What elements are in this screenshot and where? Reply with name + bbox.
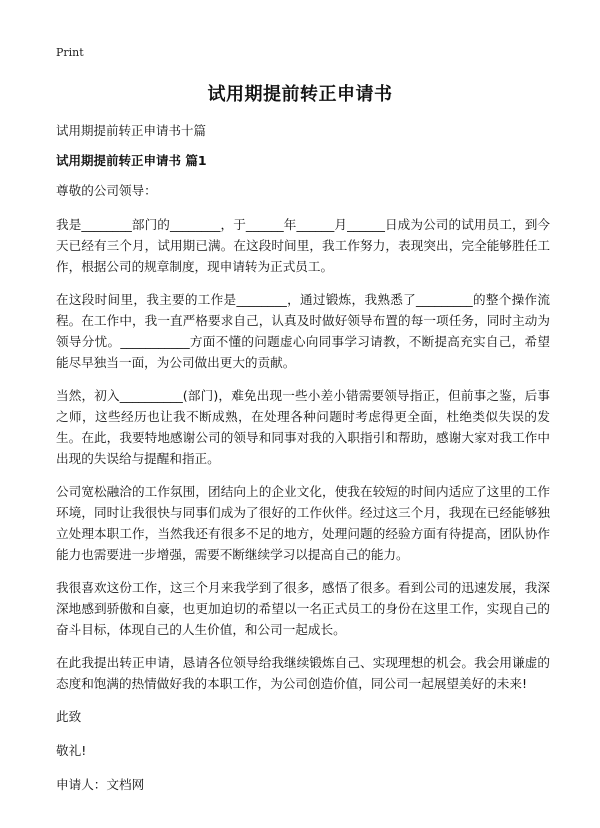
paragraph-1: 我是________部门的________，于______年______月______日成为公司的试用员工，到今天已经有三个月，试用期已满。在这段时间里，我工作努力，表现突出，完全能够胜任工作，根据公司的规章制度，现申请转为正式员工。 bbox=[56, 217, 550, 274]
salutation: 尊敬的公司领导： bbox=[56, 183, 157, 198]
paragraph-3: 当然，初入__________(部门)，难免出现一些小差小错需要领导指正，但前事之鉴，后事之师，这些经历也让我不断成熟，在处理各种问题时考虑得更全面，杜绝类似失误的发生。在此，我要特地感谢公司的领导和同事对我的入职指引和帮助，感谢大家对我工作中出现的失误给与提醒和指正。 bbox=[56, 388, 550, 466]
paragraph-5: 我很喜欢这份工作，这三个月来我学到了很多，感悟了很多。看到公司的迅速发展，我深深地感到骄傲和自豪，也更加迫切的希望以一名正式员工的身份在这里工作，实现自己的奋斗目标，体现自己的人生价值，和公司一起成长。 bbox=[56, 580, 550, 637]
document-title: 试用期提前转正申请书 bbox=[207, 84, 393, 105]
paragraph-2: 在这段时间里，我主要的工作是________，通过锻炼，我熟悉了_________的整个操作流程。在工作中，我一直严格要求自己，认真及时做好领导布置的每一项任务，同时主动为领导分忧。___________方面不懂的问题虚心向同事学习请教，不断提高充实自己，希望能尽早独当一面，为公司做出更大的贡献。 bbox=[56, 292, 550, 370]
letter-body bbox=[56, 180, 550, 808]
section-heading: 试用期提前转正申请书 篇1 bbox=[56, 153, 207, 168]
print-link[interactable]: Print bbox=[56, 46, 84, 59]
document-subtitle: 试用期提前转正申请书十篇 bbox=[56, 123, 207, 138]
paragraph-4: 公司宽松融洽的工作氛围，团结向上的企业文化，使我在较短的时间内适应了这里的工作环境，同时让我很快与同事们成为了很好的工作伙伴。经过这三个月，我现在已经能够独立处理本职工作，当然我还有很多不足的地方，处理问题的经验方面有待提高，团队协作能力也需要进一步增强，需要不断继续学习以提高自己的能力。 bbox=[56, 484, 550, 562]
applicant-line: 申请人：文档网 bbox=[56, 777, 145, 792]
closing-line: 此致 bbox=[56, 709, 82, 724]
paragraph-6: 在此我提出转正申请，恳请各位领导给我继续锻炼自己、实现理想的机会。我会用谦虚的态度和饱满的热情做好我的本职工作，为公司创造价值，同公司一起展望美好的未来! bbox=[56, 655, 550, 691]
regards-line: 敬礼! bbox=[56, 743, 87, 758]
